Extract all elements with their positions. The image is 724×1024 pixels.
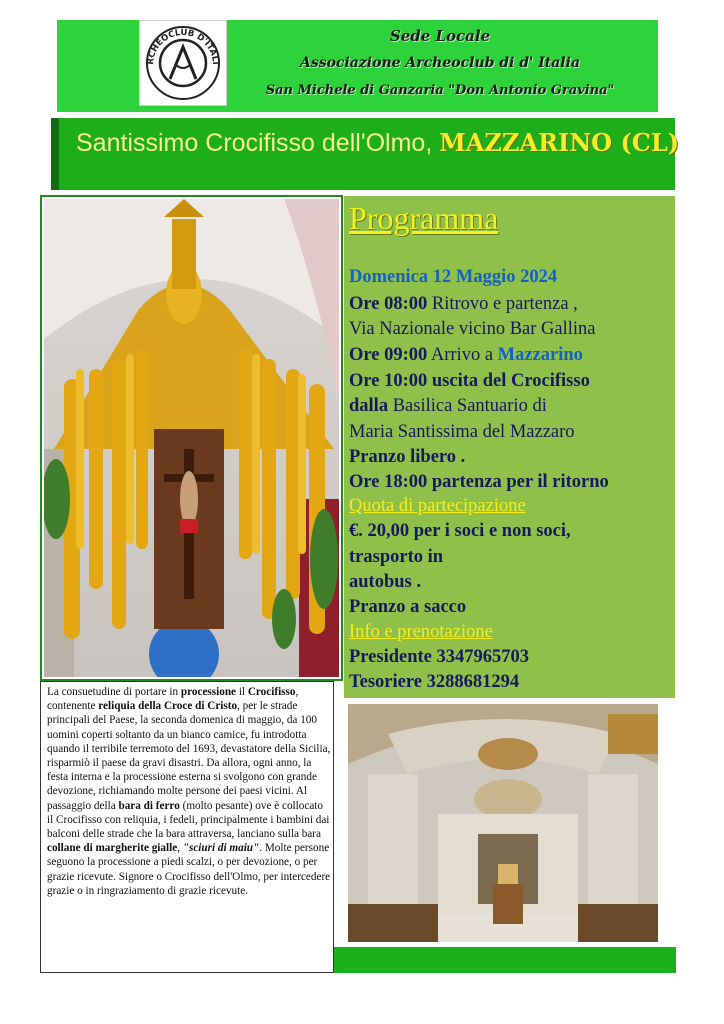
story-bold-segment: Crocifisso	[247, 686, 296, 698]
header-line-1: Sede Locale	[389, 27, 491, 45]
story-segment: La consuetudine di portare in	[47, 686, 181, 698]
story-text	[47, 685, 331, 898]
crucifix-procession-image	[44, 199, 339, 677]
story-segment: (molto pesante) ove è collocato il Crocifisso con reliquia, i fedeli, principalmente i bambini dai balconi delle strade che la bara attraversa, lanciano sulla bara	[47, 799, 330, 841]
quota-label: Quota di partecipazione	[349, 496, 526, 516]
story-segment: ,	[177, 842, 183, 855]
program-line-2: Via Nazionale vicino Bar Gallina	[349, 319, 596, 339]
price-line-1: €. 20,00 per i soci e non soci,	[349, 521, 571, 541]
title-main: Santissimo Crocifisso dell'Olmo,	[76, 129, 433, 157]
program-line-7: Pranzo libero .	[349, 447, 466, 467]
lunch-line: Pranzo a sacco	[349, 597, 467, 617]
bottom-strip	[334, 947, 676, 973]
title-place: MAZZARINO (CL)	[439, 128, 680, 157]
story-bold-segment: processione	[180, 686, 237, 698]
program-line-3: Ore 09:00 Arrivo a Mazzarino	[349, 345, 583, 365]
story-segment: , contenente	[47, 686, 299, 713]
story-bold-segment: collane di margherite gialle	[47, 842, 178, 855]
info-label: Info e prenotazione	[349, 622, 493, 642]
program-date: Domenica 12 Maggio 2024	[349, 267, 558, 287]
basilica-interior-image	[348, 704, 658, 942]
price-line-3: autobus .	[349, 572, 421, 592]
header-line-2: Associazione Archeoclub di d' Italia	[299, 55, 581, 71]
page-title	[76, 128, 680, 158]
program-line-5: dalla Basilica Santuario di	[349, 396, 547, 416]
program-line-6: Maria Santissima del Mazzaro	[349, 422, 575, 442]
program-line-8: Ore 18:00 partenza per il ritorno	[349, 472, 609, 492]
price-line-2: trasporto in	[349, 547, 444, 567]
story-bold-italic-segment: "sciuri di maiu"	[182, 842, 260, 855]
story-segment: , per le strade principali del Paese, la seconda domenica di maggio, da 100 uomini coperti soltanto da un bianco camice, fu introdotta quando il terribile terremoto del 1693, devastatore della Sicilia, risparmiò il paese da gravi disastri. Da allora, ogni anno, la festa interna e la processione esterna si svolgono con grande devozione, richiamando molte persone dei paesi vicini. Al passaggio della	[47, 700, 331, 812]
president-contact: Presidente 3347965703	[349, 647, 530, 667]
treasurer-contact: Tesoriere 3288681294	[349, 672, 520, 692]
archeoclub-logo	[139, 20, 227, 106]
logo-emblem-icon	[140, 21, 226, 105]
program-line-1: Ore 08:00 Ritrovo e partenza ,	[349, 294, 578, 314]
story-bold-segment: bara di ferro	[118, 799, 180, 812]
story-segment: il	[236, 686, 248, 698]
program-heading: Programma	[349, 200, 499, 236]
story-bold-segment: reliquia della Croce di Cristo	[98, 700, 238, 713]
program-line-4: Ore 10:00 uscita del Crocifisso	[349, 371, 590, 391]
story-segment: . Molte persone seguono la processione a piedi scalzi, o per devozione, o per grazie ricevute. Signore o Crocifisso dell'Olmo, per intercedere grazie o in ringraziamento di grazie ricevute.	[47, 842, 331, 897]
header-line-3: San Michele di Ganzaria "Don Antonio Gravina"	[265, 83, 615, 98]
logo-text: RCHEOCLUB D'ITALI	[145, 27, 221, 66]
